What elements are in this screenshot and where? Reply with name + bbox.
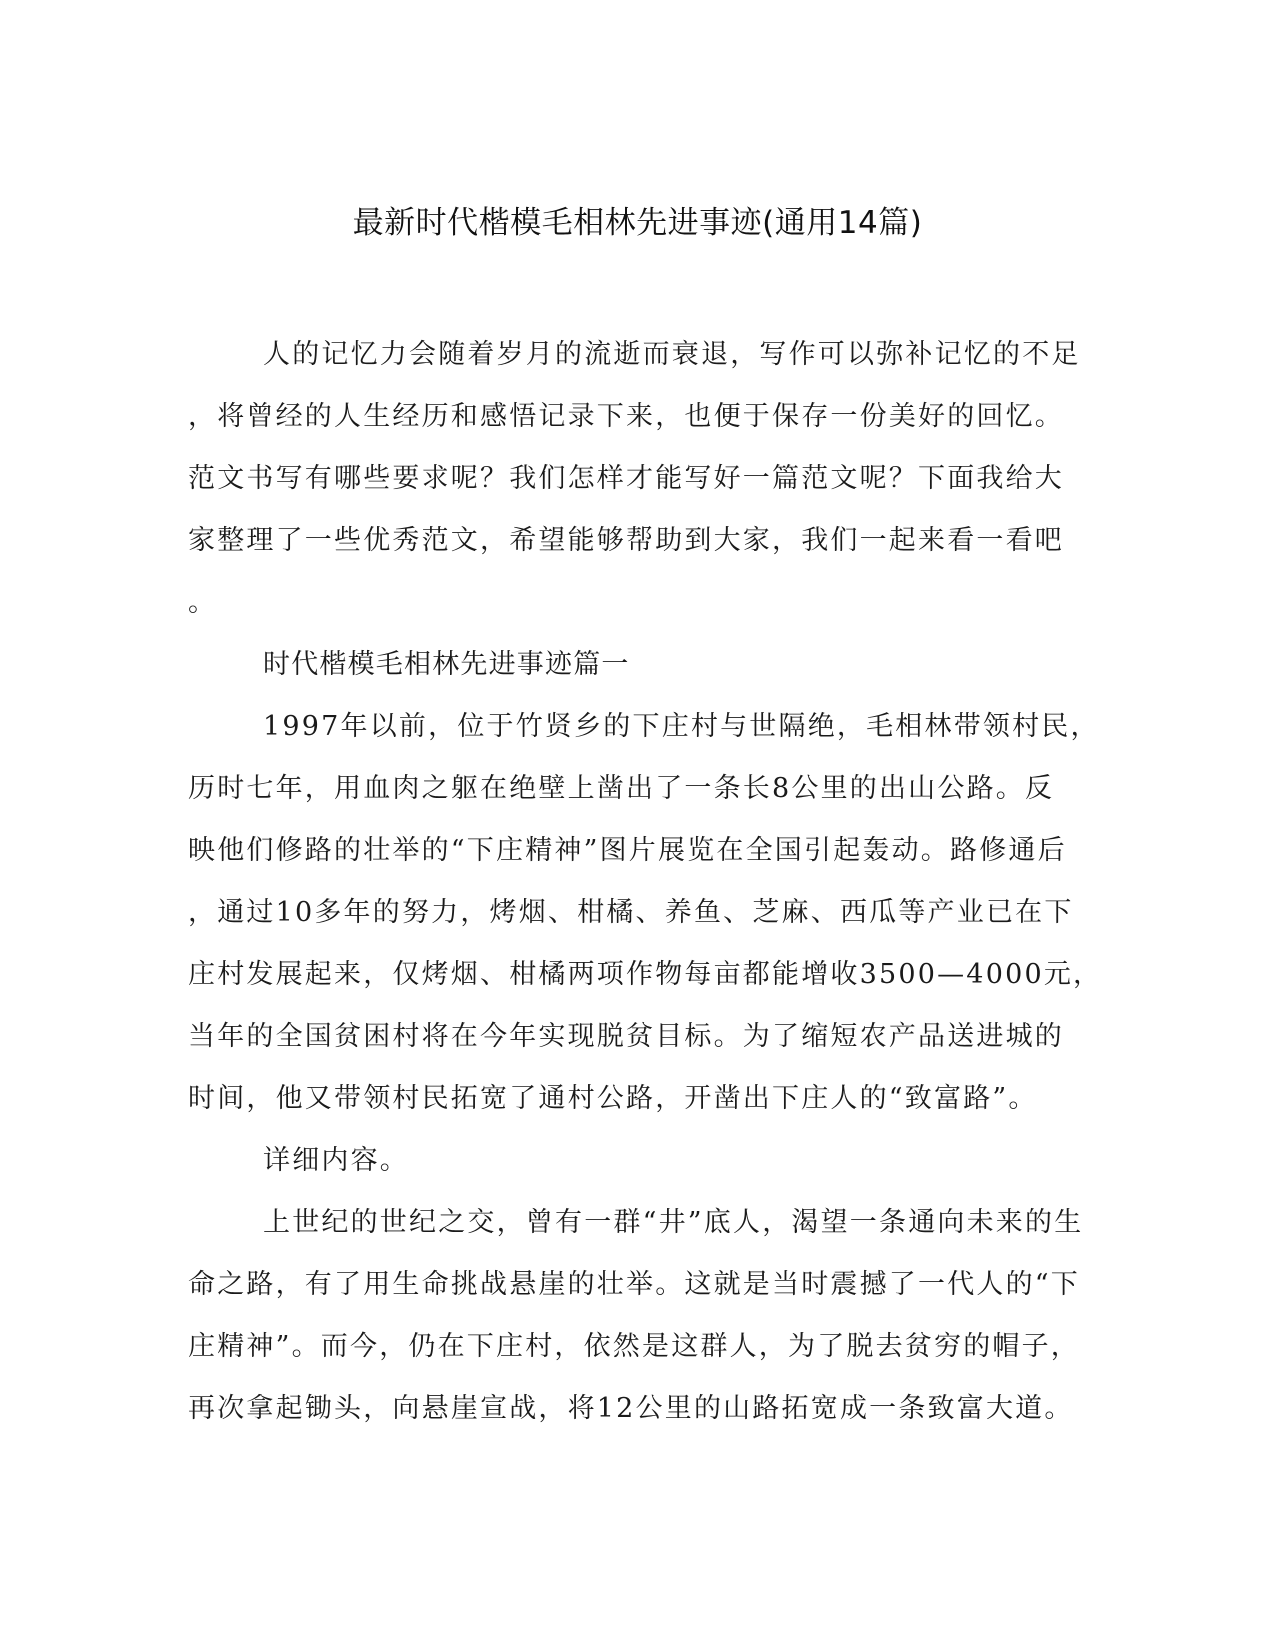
- section-heading: 时代楷模毛相林先进事迹篇一: [263, 649, 630, 680]
- paragraph-line: 历时七年，用血肉之躯在绝壁上凿出了一条长8公里的出山公路。反: [188, 773, 1055, 804]
- paragraph-line: 上世纪的世纪之交，曾有一群“井”底人，渴望一条通向未来的生: [263, 1207, 1084, 1238]
- paragraph-line: 命之路，有了用生命挑战悬崖的壮举。这就是当时震撼了一代人的“下: [188, 1269, 1081, 1300]
- paragraph-line: 映他们修路的壮举的“下庄精神”图片展览在全国引起轰动。路修通后: [188, 835, 1067, 866]
- paragraph-line: 庄精神”。而今，仍在下庄村，依然是这群人，为了脱去贫穷的帽子，: [188, 1331, 1081, 1362]
- paragraph-line: 1997年以前，位于竹贤乡的下庄村与世隔绝，毛相林带领村民，: [263, 711, 1100, 742]
- paragraph-line: 。: [188, 587, 218, 618]
- paragraph-line: 当年的全国贫困村将在今年实现脱贫目标。为了缩短农产品送进城的: [188, 1021, 1064, 1052]
- paragraph-line: 再次拿起锄头，向悬崖宣战，将12公里的山路拓宽成一条致富大道。: [188, 1393, 1074, 1424]
- paragraph-line: ，将曾经的人生经历和感悟记录下来，也便于保存一份美好的回忆。: [188, 401, 1064, 432]
- document-title: 最新时代楷模毛相林先进事迹(通用14篇): [352, 205, 923, 241]
- paragraph-line: 庄村发展起来，仅烤烟、柑橘两项作物每亩都能增收3500—4000元，: [188, 959, 1103, 990]
- paragraph-line: 家整理了一些优秀范文，希望能够帮助到大家，我们一起来看一看吧: [188, 525, 1064, 556]
- paragraph-line: 时间，他又带领村民拓宽了通村公路，开凿出下庄人的“致富路”。: [188, 1083, 1038, 1114]
- paragraph-line: 详细内容。: [263, 1145, 409, 1176]
- document-body: [188, 334, 1103, 1450]
- paragraph-line: 人的记忆力会随着岁月的流逝而衰退，写作可以弥补记忆的不足: [263, 339, 1081, 370]
- paragraph-line: 范文书写有哪些要求呢？我们怎样才能写好一篇范文呢？下面我给大: [188, 463, 1064, 494]
- paragraph-line: ，通过10多年的努力，烤烟、柑橘、养鱼、芝麻、西瓜等产业已在下: [188, 897, 1074, 928]
